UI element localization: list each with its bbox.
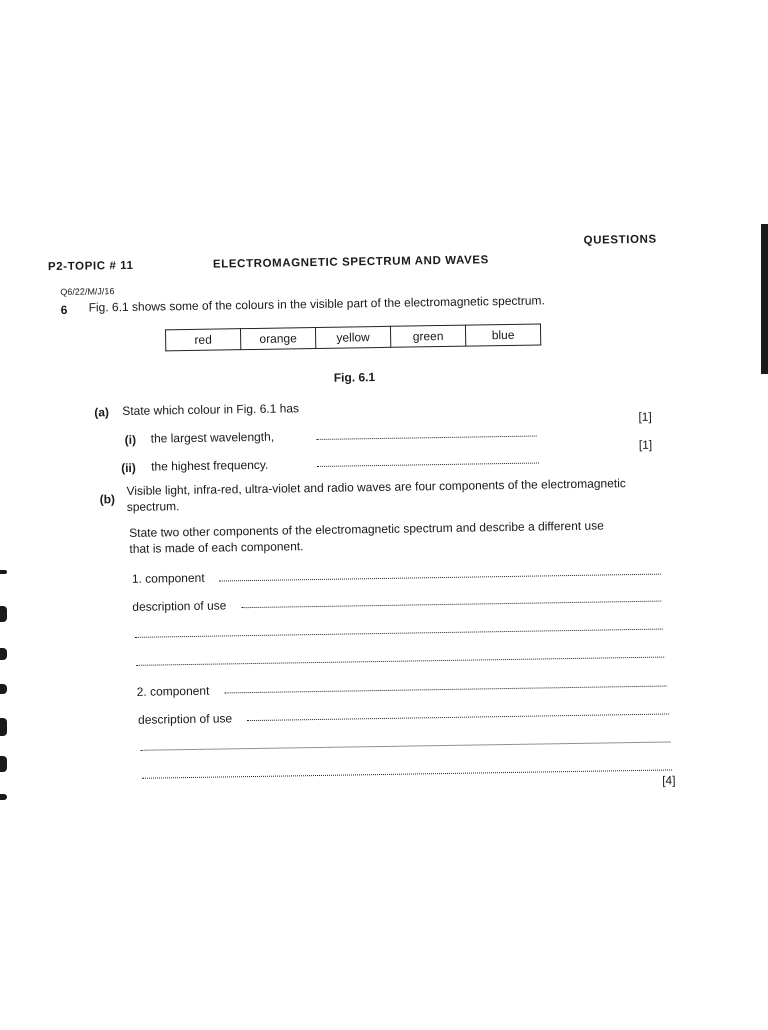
answer-line-a-i[interactable] xyxy=(317,436,537,440)
part-b-instruction-line2: that is made of each component. xyxy=(129,539,304,556)
part-b-stem-line2: spectrum. xyxy=(126,499,180,514)
part-a-ii-text: the highest frequency. xyxy=(151,457,269,474)
page-edge-shadow xyxy=(761,224,768,374)
answer-line-component2[interactable] xyxy=(225,686,667,694)
topic-label: P2-TOPIC # 11 xyxy=(47,259,134,274)
part-a-i-label: (i) xyxy=(124,432,137,447)
colour-cell: yellow xyxy=(315,326,390,348)
component1-label: 1. component xyxy=(131,570,205,586)
question-number: 6 xyxy=(60,302,68,317)
marks-a-i: [1] xyxy=(638,409,652,424)
description2-label: description of use xyxy=(137,711,233,727)
left-edge-mark xyxy=(0,648,7,660)
left-edge-mark xyxy=(0,570,7,574)
answer-line-description1-extra[interactable] xyxy=(135,629,663,638)
answer-line-description2-extra[interactable] xyxy=(141,741,671,750)
colour-cell: red xyxy=(165,329,240,351)
component2-label: 2. component xyxy=(136,683,210,699)
part-a-i-text: the largest wavelength, xyxy=(150,429,275,446)
part-a-stem: State which colour in Fig. 6.1 has xyxy=(122,401,300,419)
left-edge-mark xyxy=(0,756,7,772)
part-a-ii-label: (ii) xyxy=(121,460,136,476)
question-intro: Fig. 6.1 shows some of the colours in the visible part of the electromagnetic spectrum. xyxy=(88,293,545,315)
answer-line-a-ii[interactable] xyxy=(317,462,539,466)
answer-line-description1-extra[interactable] xyxy=(136,657,664,666)
answer-line-description1[interactable] xyxy=(241,601,661,609)
left-edge-mark xyxy=(0,794,7,800)
colour-cell: green xyxy=(390,325,465,347)
question-reference: Q6/22/M/J/16 xyxy=(60,286,115,297)
colour-table xyxy=(165,323,541,351)
answer-line-description2-extra[interactable] xyxy=(142,769,672,778)
part-b-stem-line1: Visible light, infra-red, ultra-violet and radio waves are four components of the electromagnetic xyxy=(126,476,626,498)
colour-cell: blue xyxy=(465,324,540,346)
marks-a-ii: [1] xyxy=(638,437,653,452)
left-edge-mark xyxy=(0,718,7,736)
part-b-instruction-line1: State two other components of the electromagnetic spectrum and describe a different use xyxy=(129,518,604,540)
part-b-label: (b) xyxy=(99,492,116,507)
left-edge-mark xyxy=(0,684,7,694)
marks-b: [4] xyxy=(662,773,676,788)
description1-label: description of use xyxy=(132,598,227,614)
figure-caption: Fig. 6.1 xyxy=(333,370,376,385)
section-label: QUESTIONS xyxy=(583,233,657,247)
colour-cell: orange xyxy=(240,327,315,349)
answer-line-component1[interactable] xyxy=(219,574,661,582)
left-edge-mark xyxy=(0,606,7,622)
page-title: ELECTROMAGNETIC SPECTRUM AND WAVES xyxy=(212,254,489,271)
part-a-label: (a) xyxy=(94,405,110,420)
colour-row xyxy=(165,324,540,351)
answer-line-description2[interactable] xyxy=(247,713,669,721)
